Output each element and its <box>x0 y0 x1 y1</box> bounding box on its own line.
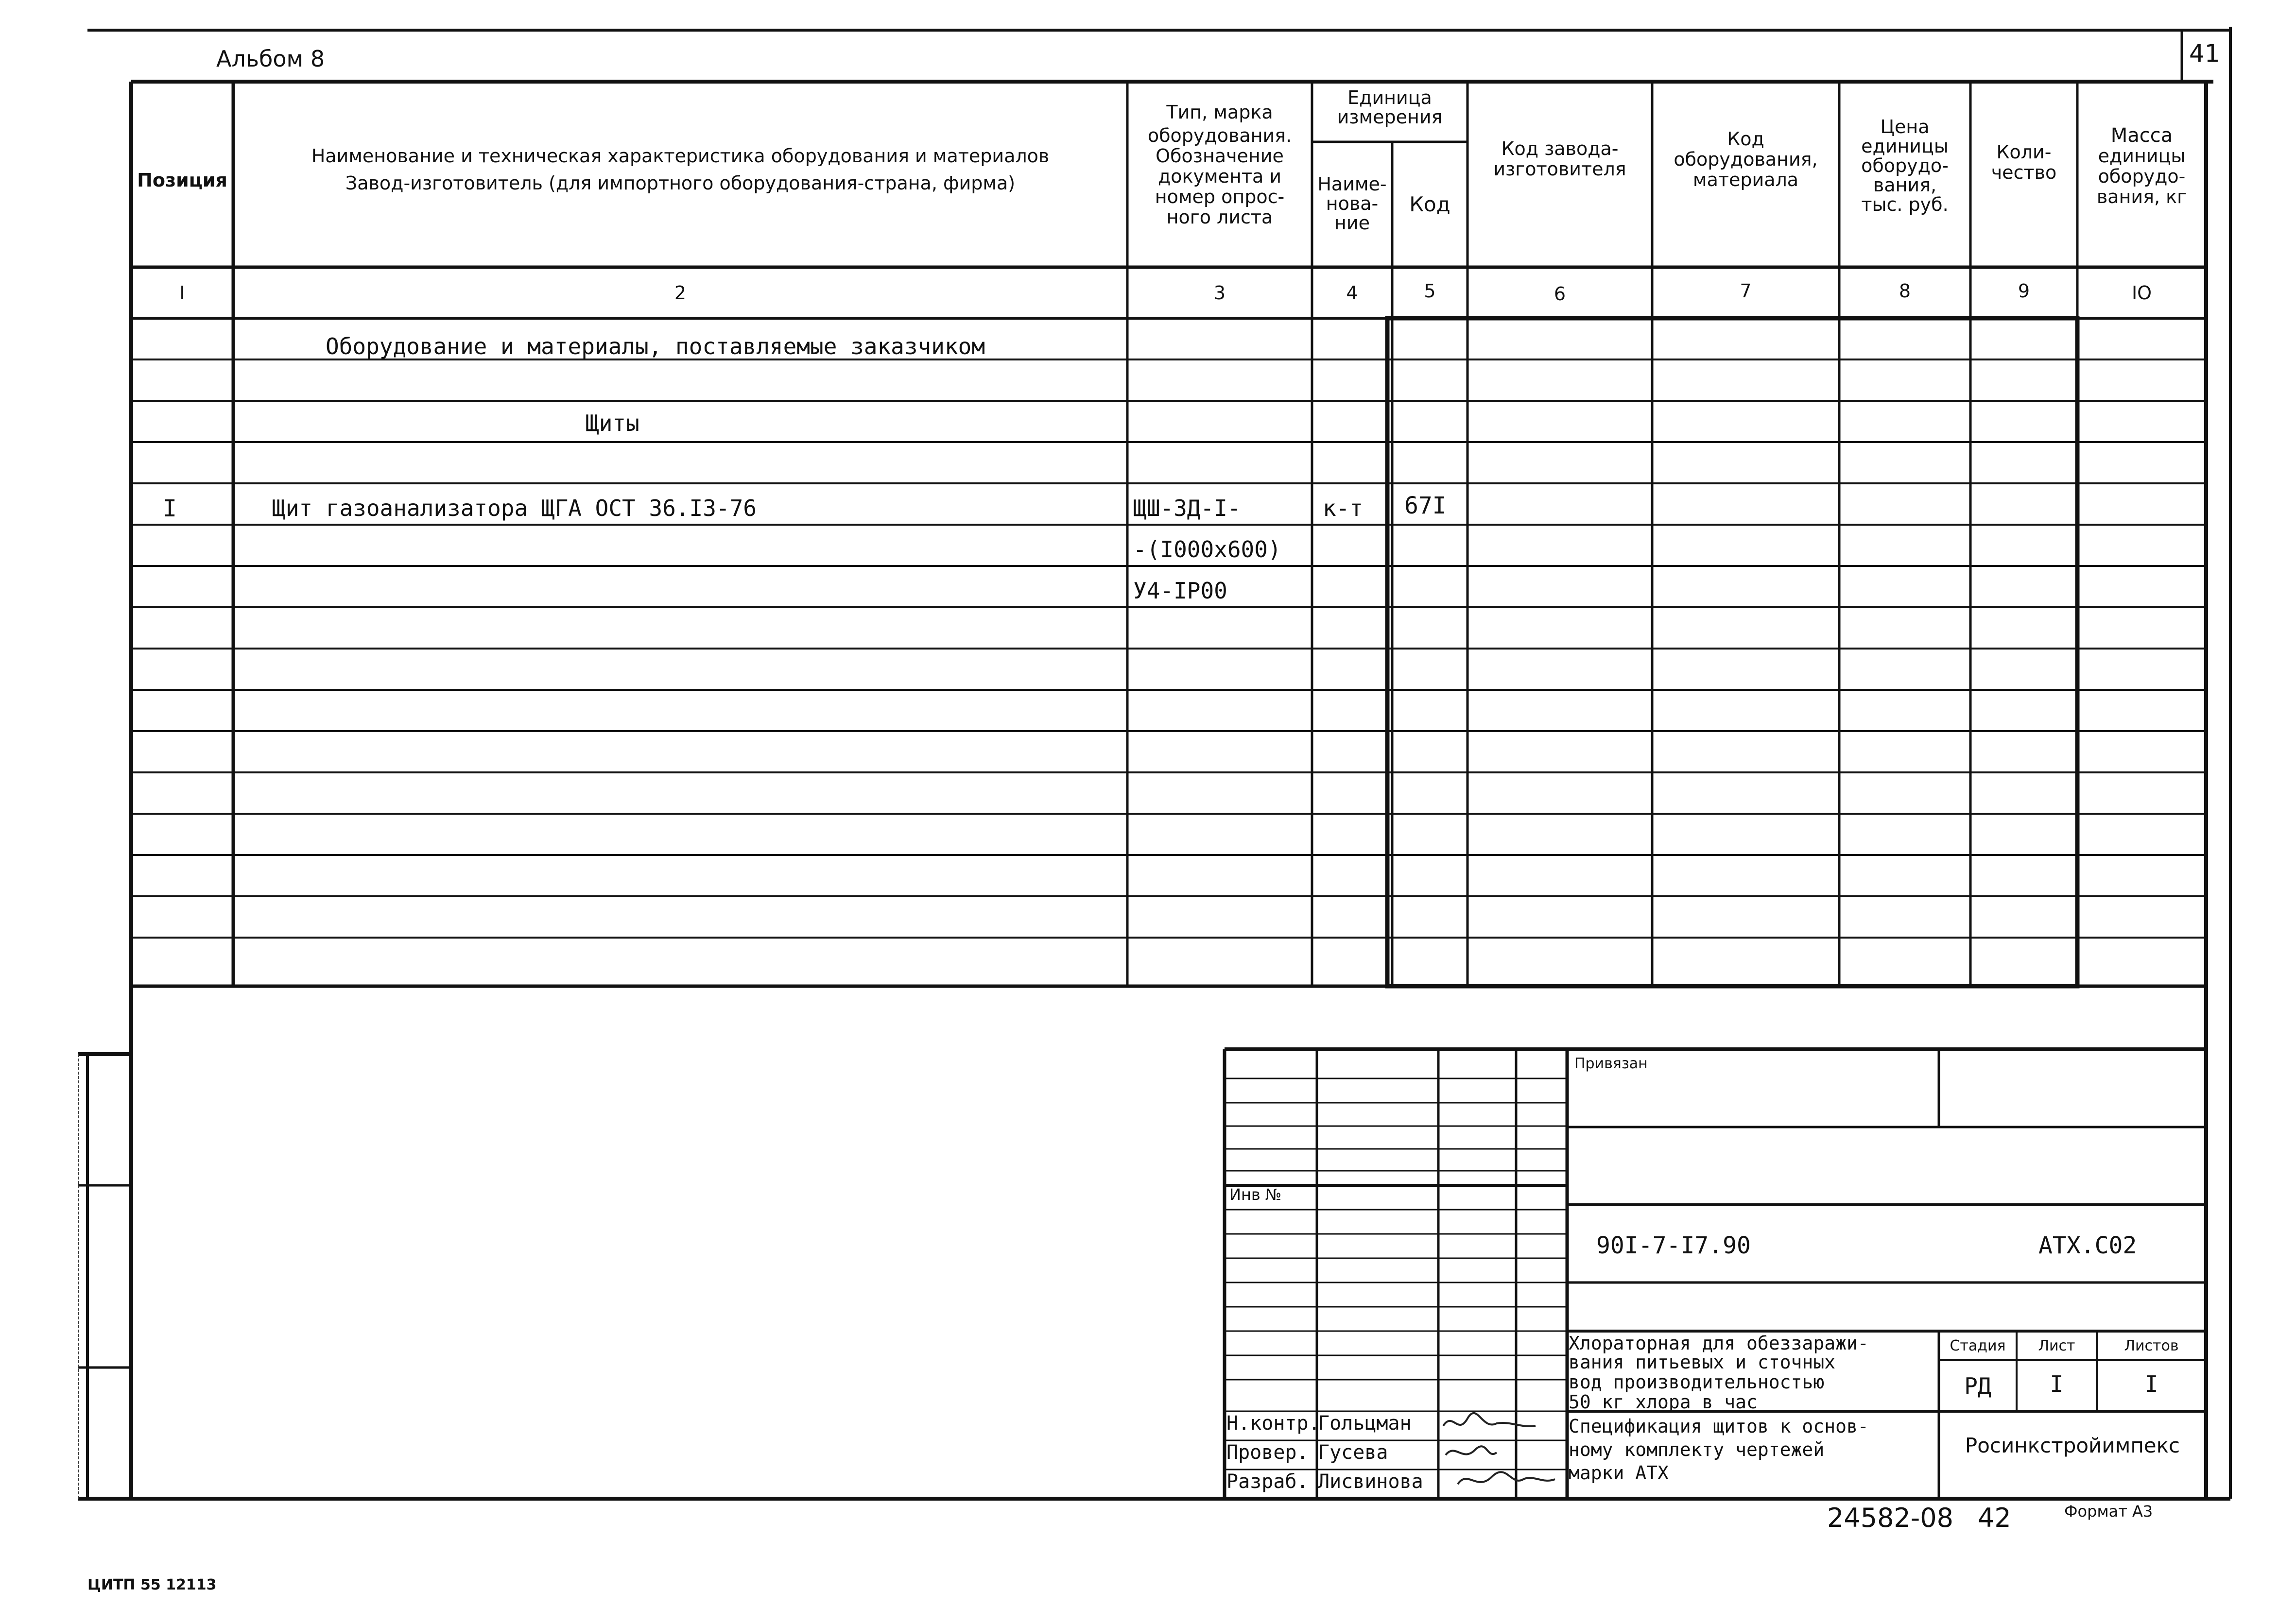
header-factory-code-line2: изготовителя <box>1493 158 1626 180</box>
header-position: Позиция <box>137 170 227 191</box>
header-mass-line2: единицы <box>2098 145 2186 167</box>
sheet-value: I <box>2050 1371 2064 1397</box>
header-unit-line1: Единица <box>1347 87 1432 108</box>
sheet-title-line: Спецификация щитов к основ- <box>1569 1416 1869 1437</box>
sheet-label: Лист <box>2038 1337 2075 1354</box>
object-title <box>1569 1333 1938 1411</box>
stamp-inv-label: Инв № <box>1229 1185 1282 1204</box>
column-number: 6 <box>1554 283 1566 305</box>
sheet-title <box>1569 1415 1938 1485</box>
column-number: I <box>179 282 185 304</box>
header-name-line2: Завод-изготовитель (для импортного оборудования-страна, фирма) <box>345 172 1016 194</box>
header-quantity-line1: Коли- <box>1996 141 2052 163</box>
column-number: 4 <box>1346 282 1358 304</box>
row-unit: к-т <box>1323 495 1364 521</box>
name-nkontr: Гольцман <box>1318 1412 1412 1435</box>
sheet-title-line: ному комплекту чертежей <box>1569 1439 1825 1460</box>
column-number: 8 <box>1899 280 1911 302</box>
name-prover: Гусева <box>1318 1441 1388 1464</box>
row-unit-code: 67I <box>1404 492 1447 519</box>
header-quantity-line2: чество <box>1991 162 2057 183</box>
header-type-line: Тип, марка <box>1166 102 1273 123</box>
subsection-title: Щиты <box>586 410 639 436</box>
header-price-line5: тыс. руб. <box>1861 194 1949 215</box>
header-type-line: Обозначение <box>1156 145 1284 167</box>
document-code: АТХ.С02 <box>2038 1232 2137 1259</box>
sheets-value: I <box>2144 1371 2158 1397</box>
header-name-line1: Наименование и техническая характеристика оборудования и материалов <box>311 145 1050 167</box>
header-equipment-code-line3: материала <box>1692 169 1799 190</box>
format-label: Формат А3 <box>2064 1502 2153 1521</box>
header-unit-line2: измерения <box>1337 106 1443 128</box>
column-number: 3 <box>1213 282 1226 304</box>
header-price-line1: Цена <box>1880 116 1930 137</box>
album-label: Альбом 8 <box>216 46 325 72</box>
header-type-line: номер опрос- <box>1155 186 1285 207</box>
header-equipment-code-line2: оборудования, <box>1674 149 1818 170</box>
archive-sheet: 42 <box>1978 1503 2011 1533</box>
binding-strip <box>78 1054 87 1499</box>
row-type-line: -(I000x600) <box>1133 536 1281 563</box>
sheets-label: Листов <box>2124 1337 2179 1354</box>
stage-value: РД <box>1964 1373 1991 1399</box>
header-mass-line4: вания, кг <box>2096 186 2187 207</box>
header-mass-line3: оборудо- <box>2098 166 2186 187</box>
header-type-line: документа и <box>1157 166 1282 187</box>
signatures <box>1438 1406 1567 1499</box>
row-name: Щит газоанализатора ЩГА ОСТ 36.I3-76 <box>272 495 757 521</box>
header-unit-code: Код <box>1409 192 1450 216</box>
column-number: 7 <box>1740 280 1752 302</box>
header-price-line3: оборудо- <box>1861 155 1949 176</box>
header-type-line: оборудования. <box>1147 125 1292 146</box>
column-number: IO <box>2131 282 2152 304</box>
archive-number: 24582-08 <box>1827 1503 1953 1533</box>
header-mass-line1: Масса <box>2110 124 2173 147</box>
object-title-line: 50 кг хлора в час <box>1569 1391 1758 1413</box>
printer-stamp: ЦИТП 55 12113 <box>87 1576 217 1593</box>
column-number: 9 <box>2018 280 2030 302</box>
table-row <box>131 483 2206 607</box>
header-equipment-code-line1: Код <box>1727 128 1764 150</box>
row-type-line: ЩШ-ЗД-I- <box>1133 495 1241 521</box>
section-title: Оборудование и материалы, поставляемые заказчиком <box>326 333 985 359</box>
header-unit-name-line3: ние <box>1334 212 1370 234</box>
header-unit-name-line1: Наиме- <box>1317 173 1387 195</box>
project-code: 90I-7-I7.90 <box>1596 1232 1751 1259</box>
role-nkontr: Н.контр. <box>1226 1412 1320 1435</box>
stage-label: Стадия <box>1950 1337 2006 1354</box>
name-razrab: Лисвинова <box>1318 1470 1423 1493</box>
header-price-line4: вания, <box>1873 174 1937 196</box>
header-unit-name-line2: нова- <box>1326 193 1379 214</box>
stamp-privyazan-label: Привязан <box>1574 1055 1648 1072</box>
column-number: 5 <box>1424 280 1436 302</box>
role-prover: Провер. <box>1226 1441 1309 1464</box>
header-type-line: ного листа <box>1166 206 1273 228</box>
header-factory-code-line1: Код завода- <box>1501 138 1619 159</box>
organization: Росинкстройимпекс <box>1965 1434 2180 1457</box>
object-title-line: вания питьевых и сточных <box>1569 1351 1836 1373</box>
row-position: I <box>163 495 177 522</box>
column-number: 2 <box>674 282 687 304</box>
object-title-line: вод производительностью <box>1569 1371 1825 1393</box>
role-razrab: Разраб. <box>1226 1470 1309 1493</box>
sheet-title-line: марки АТХ <box>1569 1462 1669 1484</box>
page-number: 41 <box>2189 39 2220 68</box>
header-type <box>1127 102 1312 227</box>
row-type-line: У4-IP00 <box>1133 578 1227 604</box>
object-title-line: Хлораторная для обеззаражи- <box>1569 1333 1869 1354</box>
header-price-line2: единицы <box>1861 136 1949 157</box>
